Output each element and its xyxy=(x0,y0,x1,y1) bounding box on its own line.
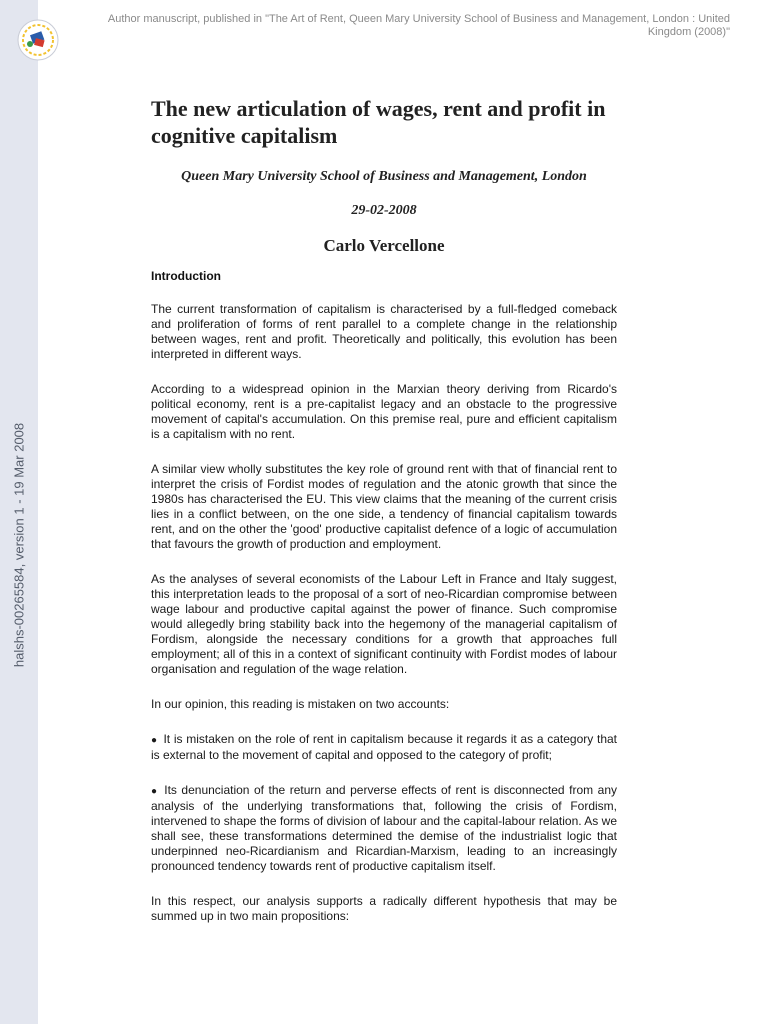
paper-title: The new articulation of wages, rent and profit in cognitive capitalism xyxy=(151,96,606,148)
bullet-icon: ● xyxy=(151,735,158,746)
paragraph: As the analyses of several economists of the Labour Left in France and Italy suggest, this interpretation leads to the proposal of a sort of neo-Ricardian compromise between wage labour and productive capital against the power of finance. Such compromise would allegedly bring stability back into the hegemony of the managerial capitalism of Fordism, alongside the necessary conditions for a growth that approaches full employment; all of this in a context of significant continuity with Fordist modes of labour organisation and regulation of the wage relation. xyxy=(151,572,617,676)
paragraph: In our opinion, this reading is mistaken on two accounts: xyxy=(151,697,450,711)
section-heading: Introduction xyxy=(151,269,221,283)
paragraph: A similar view wholly substitutes the key role of ground rent with that of financial rent to interpret the crisis of Fordist modes of regulation and the atonic growth that since the 1980s has characterised the EU. This view claims that the meaning of the current crisis lies in a conflict between, on the one side, a tendency of financial capitalism towards rent, and on the other the 'good' productive capitalist defence of a logic of accumulation that favours the growth of production and employment. xyxy=(151,462,617,551)
paper-page xyxy=(151,95,617,924)
paragraph: According to a widespread opinion in the Marxian theory deriving from Ricardo's political economy, rent is a pre-capitalist legacy and an obstacle to the progressive movement of capital's accumulation. On this premise real, pure and efficient capitalism is a capitalism with no rent. xyxy=(151,382,617,441)
paper-date: 29-02-2008 xyxy=(351,203,417,218)
bullet-text: It is mistaken on the role of rent in capitalism because it regards it as a category that is external to the movement of capital and opposed to the category of profit; xyxy=(151,732,617,762)
bullet-item xyxy=(151,732,617,763)
paragraph: The current transformation of capitalism is characterised by a full-fledged comeback and proliferation of forms of rent parallel to a complete change in the relationship between wages, rent and profit. Theoretically and politically, this evolution has been interpreted in different ways. xyxy=(151,302,617,361)
bullet-text: Its denunciation of the return and perverse effects of rent is disconnected from any analysis of the underlying transformations that, following the crisis of Fordism, intervened to shape the forms of division of labour and the capital-labour relation. As we shall see, these transformations determined the demise of the industrialist logic that underpinned neo-Ricardianism and Ricardian-Marxism, leading to an increasingly pronounced tendency towards rent of productive capitalism itself. xyxy=(151,783,617,873)
bullet-item xyxy=(151,783,617,874)
hal-archive-logo-icon xyxy=(16,18,60,62)
manuscript-note: Author manuscript, published in "The Art of Rent, Queen Mary University School of Business and Management, London : United Kingdom (2008)" xyxy=(107,13,730,38)
affiliation: Queen Mary University School of Business and Management, London xyxy=(181,169,587,184)
bullet-icon: ● xyxy=(151,786,159,797)
paragraph: In this respect, our analysis supports a radically different hypothesis that may be summed up in two main propositions: xyxy=(151,894,617,923)
side-identifier: halshs-00265584, version 1 - 19 Mar 2008 xyxy=(11,422,27,668)
author-name: Carlo Vercellone xyxy=(323,236,445,255)
